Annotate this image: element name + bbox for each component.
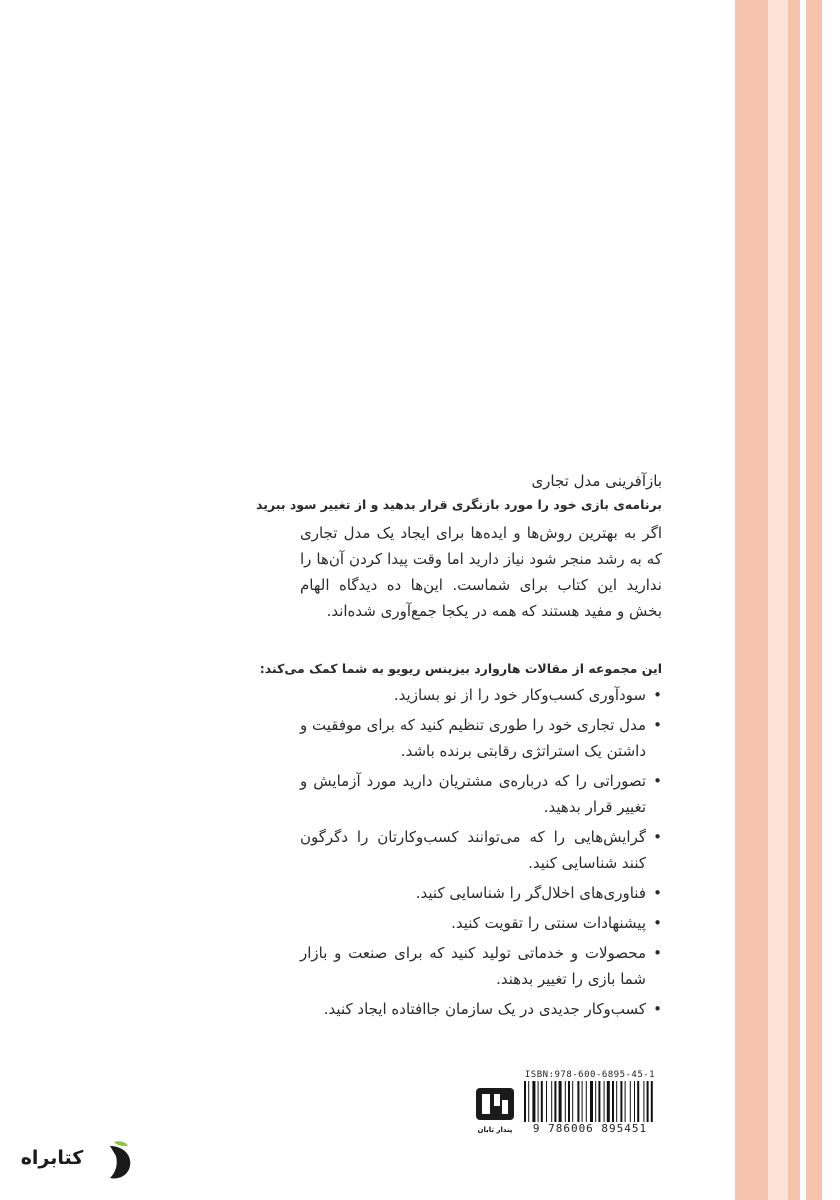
benefit-item: • مدل تجاری خود را طوری تنظیم کنید که برای موفقیت و داشتن یک استراتژی رقابتی برنده باشد.	[300, 712, 662, 764]
book-subtitle: برنامه‌ی بازی خود را مورد بازنگری قرار بدهید و از تغییر سود ببرید	[256, 497, 662, 512]
stripe-salmon-left	[735, 0, 768, 1200]
ketabrah-sprout-icon	[114, 1141, 128, 1146]
barcode-bars	[524, 1081, 656, 1123]
book-title: بازآفرینی مدل تجاری	[531, 472, 662, 490]
benefits-list	[300, 682, 662, 1022]
isbn-barcode	[520, 1070, 660, 1136]
benefit-item: • تصوراتی را که درباره‌ی مشتریان دارید مورد آزمایش و تغییر قرار بدهید.	[300, 768, 662, 820]
benefit-item: • سودآوری کسب‌وکار خود را از نو بسازید.	[300, 682, 662, 708]
benefit-item: • محصولات و خدماتی تولید کنید که برای صنعت و بازار شما بازی را تغییر بدهند.	[300, 940, 662, 992]
stripe-blush	[768, 0, 788, 1200]
benefits-heading: این مجموعه از مقالات هاروارد بیزینس ریویو به شما کمک می‌کند:	[259, 661, 662, 676]
back-cover-text	[256, 470, 662, 1026]
book-intro: اگر به بهترین روش‌ها و ایده‌ها برای ایجاد یک مدل تجاری که به رشد منجر شود نیاز دارید اما وقت پیدا کردن آن‌ها را ندارید این کتاب برای شماست. این‌ها ده دیدگاه الهام بخش و مفید هستند که همه در یکجا جمع‌آوری شده‌اند.	[300, 524, 662, 620]
isbn-label: ISBN:978-600-6895-45-1	[524, 1070, 656, 1080]
benefit-item: • فناوری‌های اخلال‌گر را شناسایی کنید.	[300, 880, 662, 906]
benefit-item: • پیشنهادات سنتی را تقویت کنید.	[300, 910, 662, 936]
brand-name: کتابراه	[20, 1147, 84, 1169]
stripe-edge	[822, 0, 840, 1200]
barcode-digits: 9 786006 895451	[520, 1122, 660, 1135]
benefit-item: • کسب‌وکار جدیدی در یک سازمان جاافتاده ایجاد کنید.	[300, 996, 662, 1022]
stripe-salmon-edge	[806, 0, 822, 1200]
stripe-salmon-right	[788, 0, 800, 1200]
benefit-item: • گرایش‌هایی را که می‌توانند کسب‌وکارتان را دگرگون کنند شناسایی کنید.	[300, 824, 662, 876]
publisher-name: پندار تابان	[477, 1126, 513, 1134]
ketabrah-leaf-icon	[110, 1146, 130, 1179]
